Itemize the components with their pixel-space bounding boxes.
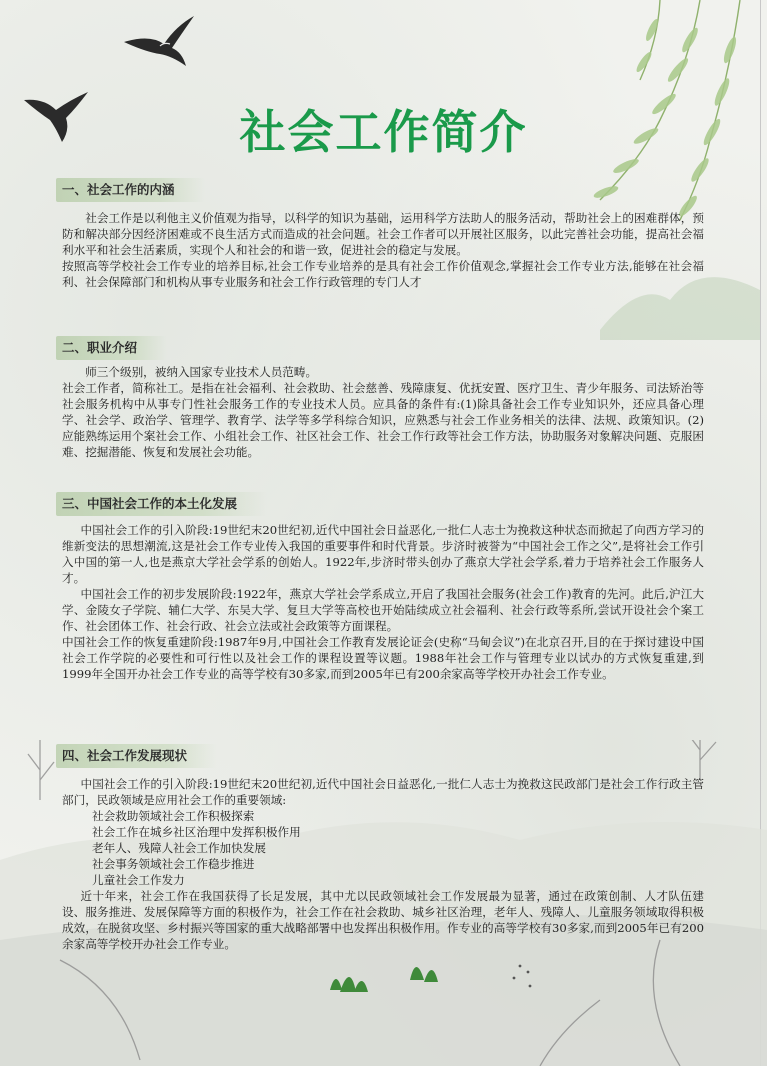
paragraph: 按照高等学校社会工作专业的培养目标,社会工作专业培养的是具有社会工作价值观念,掌握社会工作专业方法,能够在社会福利、社会保障部门和机构从事专业服务和社会工作行政管理的专门人才 [62, 259, 704, 289]
list-item: 儿童社会工作发力 [92, 873, 185, 887]
list-item: 社会工作在城乡社区治理中发挥积极作用 [92, 825, 301, 839]
section-body [62, 210, 704, 290]
swallow-icon [120, 12, 200, 72]
paragraph: 中国社会工作的引入阶段:19世纪末20世纪初,近代中国社会日益恶化,一批仁人志士为挽救这种状态而掀起了向西方学习的维新变法的思想潮流,这是社会工作专业传入我国的重要事件和时代背景。步济时被誉为“中国社会工作之父”,是将社会工作引入中国的第一人,也是燕京大学社会学系的创始人。1922年,步济时带头创办了燕京大学社会学系,着力于培养社会工作服务人才。 [62, 523, 704, 585]
list-item: 社会救助领域社会工作积极探索 [92, 809, 255, 823]
page-title: 社会工作简介 [239, 105, 528, 159]
paragraph: 师三个级别，被纳入国家专业技术人员范畴。 [85, 365, 318, 379]
section-heading: 三、中国社会工作的本土化发展 [56, 492, 267, 516]
section-heading: 二、职业介绍 [56, 336, 167, 360]
paragraph: 近十年来，社会工作在我国获得了长足发展，其中尤以民政领域社会工作发展最为显著，通过在政策创制、人才队伍建设、服务推进、发展保障等方面的积极作为，社会工作在社会救助、城乡社区治理，老年人、残障人、儿童服务领域取得积极成效，在脱贫攻坚、乡村振兴等国家的重大战略部署中也发挥出积极作用。作专业的高等学校有30多家,而到2005年已有200余家高等学校开办社会工作专业。 [62, 889, 704, 951]
list-item: 社会事务领域社会工作稳步推进 [92, 857, 255, 871]
section-heading: 四、社会工作发展现状 [56, 744, 217, 768]
list-item: 老年人、残障人社会工作加快发展 [92, 841, 266, 855]
section-heading: 一、社会工作的内涵 [56, 178, 205, 202]
paragraph: 社会工作是以利他主义价值观为指导，以科学的知识为基础，运用科学方法助人的服务活动，帮助社会上的困难群体，预防和解决部分因经济困难或不良生活方式而造成的社会问题。社会工作者可以开展社区服务，以此完善社会功能，提高社会福利水平和社会生活素质，实现个人和社会的和谐一致，促进社会的稳定与发展。 [62, 211, 704, 257]
section-body [62, 776, 704, 952]
paragraph: 中国社会工作的初步发展阶段:1922年，燕京大学社会学系成立,开启了我国社会服务(社会工作)教育的先河。此后,沪江大学、金陵女子学院、辅仁大学、东吴大学、复旦大学等高校也开始陆续成立社会福利、社会行政等系所,尝试开设社会个案工作、社会团体工作、社会行政、社会立法或社会政策等方面课程。 [62, 587, 704, 633]
paragraph: 社会工作者，简称社工。是指在社会福利、社会救助、社会慈善、残障康复、优抚安置、医疗卫生、青少年服务、司法矫治等社会服务机构中从事专门性社会服务工作的专业技术人员。应具备的条件有:(1)除具备社会工作专业知识外，还应具备心理学、社会学、政治学、管理学、教育学、法学等多学科综合知识，应熟悉与社会工作业务相关的法律、法规、政策知识。(2)应能熟练运用个案社会工作、小组社会工作、社区社会工作、社会工作行政等社会工作方法，协助服务对象解决问题、克服困难、挖掘潜能、恢复和发展社会功能。 [62, 381, 704, 459]
section-body [62, 522, 704, 682]
paragraph: 中国社会工作的恢复重建阶段:1987年9月,中国社会工作教育发展论证会(史称“马甸会议”)在北京召开,目的在于探讨建设中国社会工作学院的必要性和可行性以及社会工作的课程设置等议题。1988年社会工作与管理专业以试办的方式恢复重建,到1999年全国开办社会工作专业的高等学校有30多家,而到2005年已有200余家高等学校开办社会工作专业。 [62, 635, 704, 681]
paragraph: 中国社会工作的引入阶段:19世纪末20世纪初,近代中国社会日益恶化,一批仁人志士为挽救这民政部门是社会工作行政主管部门，民政领域是应用社会工作的重要领域: [62, 777, 704, 807]
section-body [62, 364, 704, 460]
